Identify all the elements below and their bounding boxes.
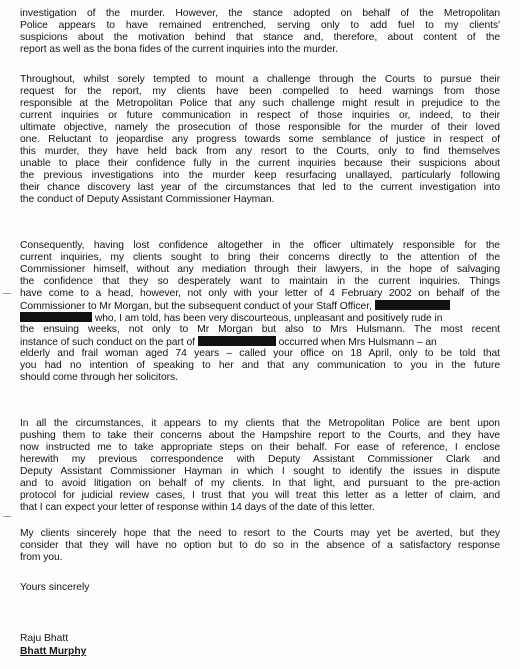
text-line: responsible at the Metropolitan Police that any such challenge might result in prejudice to the (20, 98, 500, 109)
text-line: Police appears to have remained entrenched, serving only to add fuel to my clients' (20, 20, 500, 31)
text-line: that I can expect your letter of response within 14 days of the date of this letter. (20, 502, 375, 513)
text-line: elderly and frail woman aged 74 years – called your office on 18 April, only to be told that (20, 348, 500, 359)
text-line: this murder, they have held back from any resort to the Courts, only to find themselves (20, 146, 500, 157)
text-line: unable to place their confidence fully in the current inquiries because their suspicions about (20, 158, 500, 169)
text-line: the confidence that they so desperately want to maintain in the current inquiries. Things (20, 276, 500, 287)
text-line: protocol for judicial review cases, I trust that you will treat this letter as a letter of claim, and (20, 490, 500, 501)
text-line: the conduct of Deputy Assistant Commissioner Hayman. (20, 194, 275, 205)
paragraph-2 (20, 74, 500, 206)
text-line: herewith my previous correspondence with Deputy Assistant Commissioner Clark and (20, 454, 500, 465)
text-line (20, 336, 500, 348)
redaction-block (198, 336, 276, 346)
text-line (20, 312, 500, 324)
text-line: investigation of the murder. However, the stance adopted on behalf of the Metropolitan (20, 8, 500, 19)
redaction-block (375, 300, 450, 310)
text-line: have come to a head, however, not only with your letter of 4 February 2002 on behalf of the (20, 288, 500, 299)
text-fragment: who, I am told, has been very discourteous, unpleasant and positively rude in (94, 313, 443, 324)
text-line (20, 300, 500, 312)
margin-mark (3, 293, 11, 294)
text-line: ultimate objective, namely the prosecution of those responsible for the murder of their loved (20, 122, 500, 133)
text-line: current inquiries or future communication in respect of those inquiries or, indeed, to their (20, 110, 500, 121)
text-line: Deputy Assistant Commissioner Hayman in which I sought to identify the issues in dispute (20, 466, 500, 477)
text-line: report as well as the bona fides of the current inquiries into the murder. (20, 44, 338, 55)
text-line: In all the circumstances, it appears to my clients that the Metropolitan Police are bent upon (20, 418, 500, 429)
redaction-block (20, 312, 92, 322)
paragraph-3 (20, 240, 500, 384)
text-line: should come through her solicitors. (20, 372, 178, 383)
text-line: now instructed me to take appropriate steps on their behalf. For ease of reference, I enclose (20, 442, 500, 453)
text-line: consider that they will have no option but to do so in the absence of a satisfactory response (20, 540, 500, 551)
text-line: the previous investigations into the murder keep resurfacing unallayed, particularly following (20, 170, 500, 181)
text-line: from you. (20, 552, 63, 563)
text-line: and to avoid litigation on behalf of my clients. In that light, and pursuant to the pre-action (20, 478, 500, 489)
margin-mark (3, 516, 11, 517)
text-line: suspicions about the motivation behind that stance and, therefore, about content of the (20, 32, 500, 43)
paragraph-5 (20, 528, 500, 564)
text-line: you had no intention of speaking to her and that any communication to you in the future (20, 360, 500, 371)
text-line: Throughout, whilst sorely tempted to mount a challenge through the Courts to pursue their (20, 74, 500, 85)
text-line: My clients sincerely hope that the need to resort to the Courts may yet be averted, but they (20, 528, 500, 539)
text-line: current inquiries, my clients sought to bring their concerns directly to the attention of the (20, 252, 500, 263)
signatory-name: Raju Bhatt (20, 633, 69, 644)
paragraph-1 (20, 8, 500, 56)
text-line: request for the report, my clients have been compelled to heed warnings from those (20, 86, 500, 97)
closing-salutation: Yours sincerely (20, 582, 90, 593)
text-line: pushing them to take their concerns about the Hampshire report to the Courts, and they have (20, 430, 500, 441)
text-line: Consequently, having lost confidence altogether in the officer ultimately responsible for the (20, 240, 500, 251)
text-fragment: Commissioner to Mr Morgan, but the subsequent conduct of your Staff Officer, (20, 301, 372, 312)
paragraph-4 (20, 418, 500, 514)
text-fragment: instance of such conduct on the part of (20, 337, 195, 348)
text-fragment: occurred when Mrs Hulsmann – an (278, 337, 437, 348)
text-line: the ensuing weeks, not only to Mr Morgan but also to Mrs Hulsmann. The most recent (20, 324, 500, 335)
text-line: one. Reluctant to jeopardise any progress towards some semblance of justice in respect of (20, 134, 500, 145)
firm-name: Bhatt Murphy (20, 646, 87, 657)
text-line: Commissioner himself, without any mediation through their lawyers, in the hope of salvaging (20, 264, 500, 275)
text-line: their chance discovery last year of the circumstances that led to the current investigation into (20, 182, 500, 193)
